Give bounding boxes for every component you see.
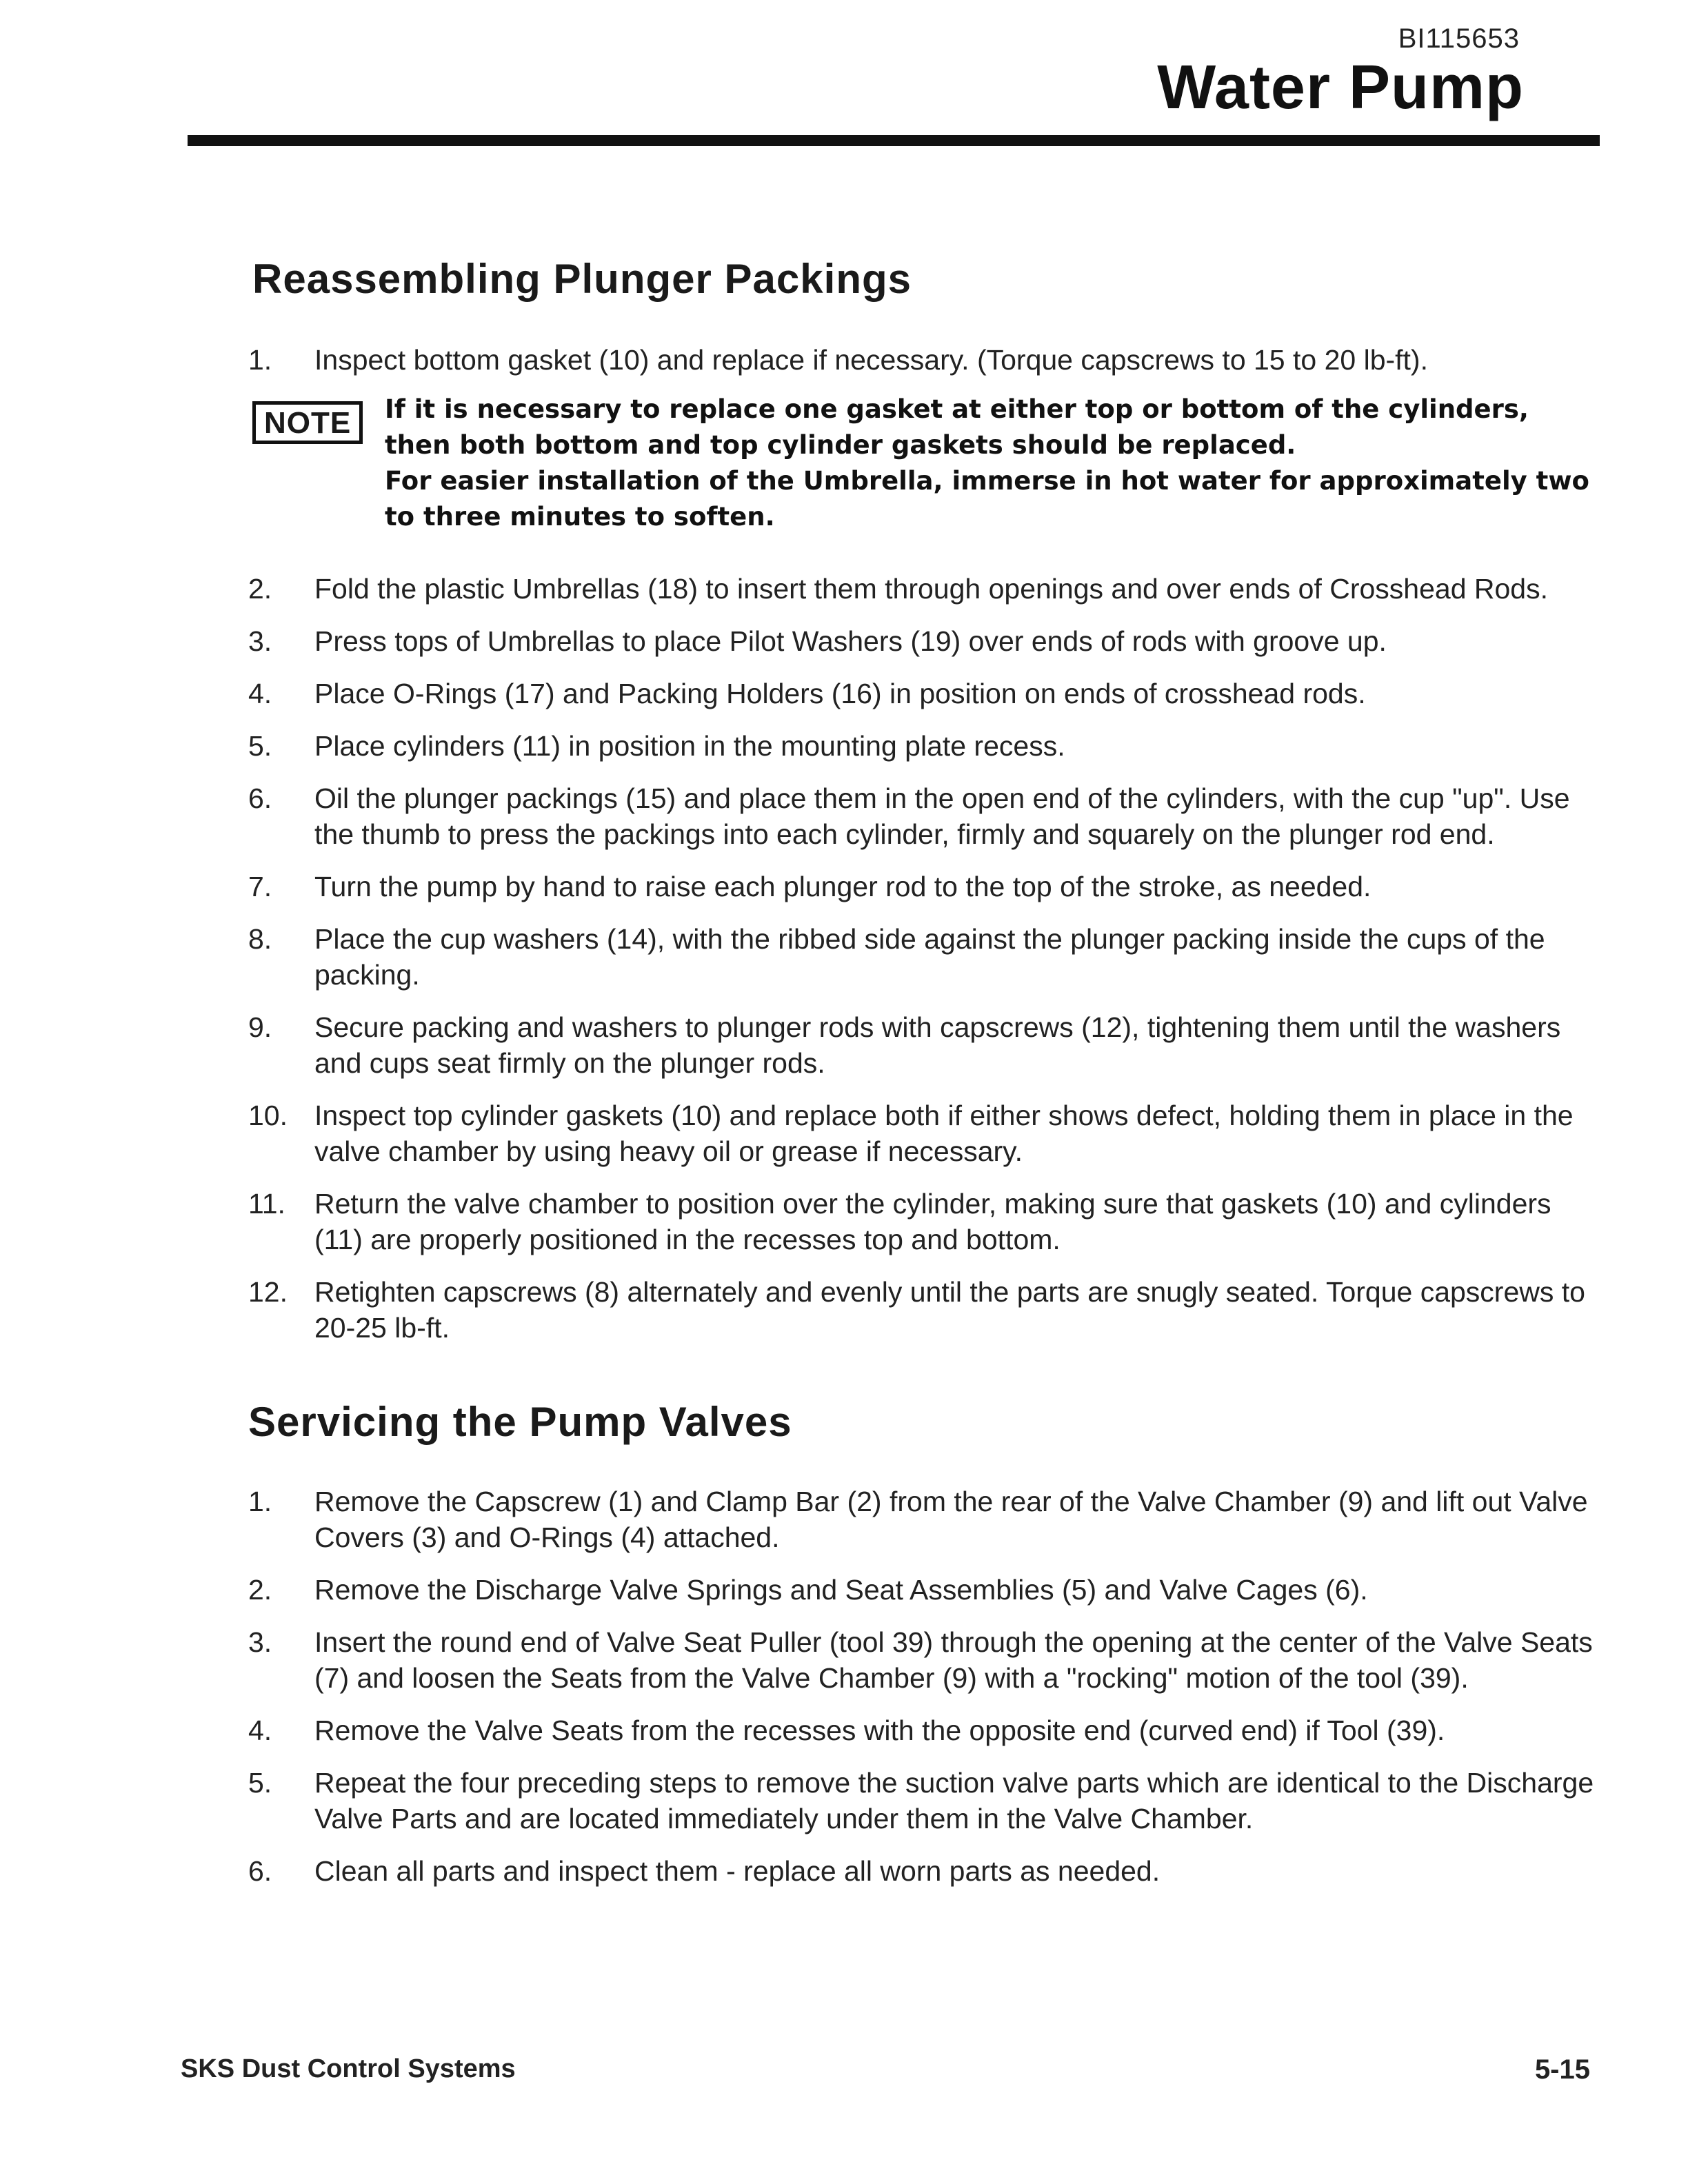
step-number: 1.	[248, 344, 272, 376]
reassembling-steps-list	[248, 571, 1600, 1346]
step-number: 10.	[248, 1100, 288, 1131]
step-text: Place O-Rings (17) and Packing Holders (16) in position on ends of crosshead rods.	[314, 678, 1366, 709]
step-text: Place the cup washers (14), with the ribbed side against the plunger packing inside the cups of the packing.	[314, 923, 1545, 991]
list-item	[248, 1765, 1600, 1837]
list-item	[248, 1484, 1600, 1555]
list-item	[248, 728, 1600, 764]
step-number: 1.	[248, 1486, 272, 1517]
note-line-1: If it is necessary to replace one gasket at either top or bottom of the cylinders, then both bottom and top cylinder gaskets should be replaced.	[385, 394, 1529, 460]
step-number: 3.	[248, 625, 272, 657]
step-text: Turn the pump by hand to raise each plunger rod to the top of the stroke, as needed.	[314, 871, 1372, 902]
document-id: BI115653	[1398, 23, 1520, 54]
footer-company: SKS Dust Control Systems	[181, 2054, 516, 2083]
list-item	[248, 1098, 1600, 1169]
note-line-2: For easier installation of the Umbrella, immerse in hot water for approximately two to three minutes to soften.	[385, 466, 1589, 532]
step-number: 11.	[248, 1188, 285, 1220]
step-text: Remove the Discharge Valve Springs and Seat Assemblies (5) and Valve Cages (6).	[314, 1574, 1368, 1606]
section-heading-reassembling: Reassembling Plunger Packings	[252, 256, 912, 302]
step-text: Secure packing and washers to plunger rods with capscrews (12), tightening them until the washers and cups seat firmly on the plunger rods.	[314, 1011, 1561, 1079]
reassembling-step-1-list	[248, 342, 1600, 378]
step-number: 5.	[248, 730, 272, 762]
step-number: 5.	[248, 1767, 272, 1799]
step-number: 3.	[248, 1626, 272, 1658]
step-text: Retighten capscrews (8) alternately and evenly until the parts are snugly seated. Torque capscrews to 20-25 lb-ft.	[314, 1276, 1585, 1344]
list-item	[248, 780, 1600, 852]
note-badge: NOTE	[252, 401, 363, 444]
step-text: Press tops of Umbrellas to place Pilot Washers (19) over ends of rods with groove up.	[314, 625, 1387, 657]
section-heading-servicing: Servicing the Pump Valves	[248, 1399, 792, 1445]
step-text: Remove the Valve Seats from the recesses with the opposite end (curved end) if Tool (39).	[314, 1715, 1445, 1746]
list-item	[248, 1186, 1600, 1257]
list-item	[248, 1853, 1600, 1889]
note-callout	[252, 392, 1597, 535]
list-item	[248, 1624, 1600, 1696]
header-rule	[188, 135, 1600, 146]
step-number: 6.	[248, 782, 272, 814]
list-item	[248, 676, 1600, 711]
step-number: 6.	[248, 1855, 272, 1887]
step-text: Repeat the four preceding steps to remove the suction valve parts which are identical to the Discharge Valve Parts and are located immediately under them in the Valve Chamber.	[314, 1767, 1594, 1834]
list-item	[248, 1009, 1600, 1081]
servicing-steps-list	[248, 1484, 1600, 1889]
list-item	[248, 1572, 1600, 1608]
step-text: Oil the plunger packings (15) and place them in the open end of the cylinders, with the cup "up". Use the thumb to press the packings into each cylinder, firmly and squarely on the plunger rod end.	[314, 782, 1570, 850]
step-number: 8.	[248, 923, 272, 955]
list-item	[248, 571, 1600, 607]
list-item	[248, 869, 1600, 904]
step-text: Inspect top cylinder gaskets (10) and replace both if either shows defect, holding them in place in the valve chamber by using heavy oil or grease if necessary.	[314, 1100, 1574, 1167]
list-item	[248, 921, 1600, 993]
step-number: 4.	[248, 1715, 272, 1746]
step-number: 9.	[248, 1011, 272, 1043]
step-text: Fold the plastic Umbrellas (18) to insert them through openings and over ends of Crosshead Rods.	[314, 573, 1549, 605]
step-number: 7.	[248, 871, 272, 902]
step-number: 12.	[248, 1276, 288, 1308]
step-text: Clean all parts and inspect them - replace all worn parts as needed.	[314, 1855, 1160, 1887]
step-text: Place cylinders (11) in position in the mounting plate recess.	[314, 730, 1065, 762]
step-text: Insert the round end of Valve Seat Puller (tool 39) through the opening at the center of the Valve Seats (7) and loosen the Seats from the Valve Chamber (9) with a "rocking" motion of the tool (39).	[314, 1626, 1593, 1694]
step-text: Remove the Capscrew (1) and Clamp Bar (2) from the rear of the Valve Chamber (9) and lift out Valve Covers (3) and O-Rings (4) attached.	[314, 1486, 1588, 1553]
step-text: Inspect bottom gasket (10) and replace if necessary. (Torque capscrews to 15 to 20 lb-ft).	[314, 344, 1428, 376]
step-text: Return the valve chamber to position over the cylinder, making sure that gaskets (10) and cylinders (11) are properly positioned in the recesses top and bottom.	[314, 1188, 1551, 1255]
list-item	[248, 623, 1600, 659]
list-item	[248, 342, 1600, 378]
list-item	[248, 1712, 1600, 1748]
step-number: 4.	[248, 678, 272, 709]
page-number: 5-15	[1534, 2054, 1590, 2085]
step-number: 2.	[248, 573, 272, 605]
document-title: Water Pump	[1157, 53, 1524, 122]
list-item	[248, 1274, 1600, 1346]
note-text	[385, 392, 1597, 535]
step-number: 2.	[248, 1574, 272, 1606]
